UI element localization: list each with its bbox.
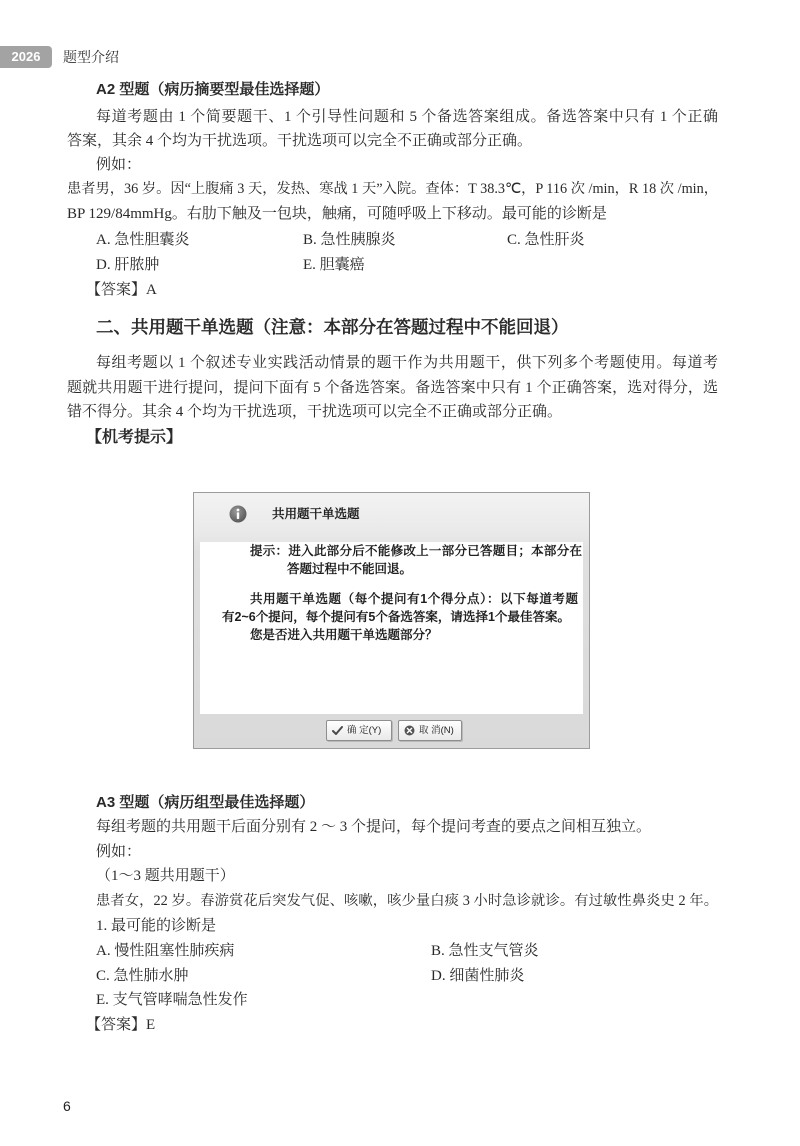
section-description-line: 每组考题以 1 个叙述专业实践活动情景的题干作为共用题干，供下列多个考题使用。每道考 — [96, 355, 718, 371]
exam-tip-label: 【机考提示】 — [86, 429, 183, 446]
dialog-message-line: 共用题干单选题（每个提问有1个得分点）：以下每道考题 — [250, 592, 578, 606]
dialog-message-line: 您是否进入共用题干单选题部分？ — [250, 628, 438, 642]
a2-example-label: 例如： — [96, 157, 142, 173]
a3-example-label: 例如： — [96, 844, 142, 860]
cancel-button-label: 取 消(N) — [419, 725, 454, 736]
a3-answer: 【答案】E — [86, 1017, 156, 1033]
confirm-dialog — [193, 492, 590, 749]
a3-option-d: D. 细菌性肺炎 — [431, 968, 525, 984]
info-icon — [229, 505, 247, 523]
ok-button[interactable] — [326, 720, 392, 741]
a3-case-stem: 患者女，22 岁。春游赏花后突发气促、咳嗽，咳少量白痰 3 小时急诊就诊。有过敏性鼻炎史 2 年。 — [96, 893, 718, 909]
a3-description: 每组考题的共用题干后面分别有 2 ～ 3 个提问，每个提问考查的要点之间相互独立。 — [96, 819, 652, 835]
a2-option-a: A. 急性胆囊炎 — [96, 232, 190, 248]
dialog-title: 共用题干单选题 — [272, 507, 360, 521]
a3-option-a: A. 慢性阻塞性肺疾病 — [96, 943, 235, 959]
a3-question: 1. 最可能的诊断是 — [96, 918, 217, 934]
dialog-message-line: 答题过程中不能回退。 — [287, 562, 413, 576]
a2-option-c: C. 急性肝炎 — [507, 232, 585, 248]
section-description-line: 错不得分。其余 4 个均为干扰选项，干扰选项可以完全不正确或部分正确。 — [67, 404, 563, 420]
a2-description-line: 答案，其余 4 个均为干扰选项。干扰选项可以完全不正确或部分正确。 — [67, 133, 533, 149]
a2-option-d: D. 肝脓肿 — [96, 257, 160, 273]
a3-option-e: E. 支气管哮喘急性发作 — [96, 992, 248, 1008]
cancel-button[interactable] — [398, 720, 462, 741]
a3-group-label: （1～3 题共用题干） — [96, 868, 235, 884]
chapter-title: 题型介绍 — [63, 49, 119, 65]
dialog-message-line: 提示：进入此部分后不能修改上一部分已答题目；本部分在 — [250, 544, 582, 558]
a2-description-line: 每道考题由 1 个简要题干、1 个引导性问题和 5 个备选答案组成。备选答案中只有 1 个正确 — [96, 109, 718, 125]
page-number: 6 — [63, 1098, 71, 1114]
check-icon — [332, 725, 343, 736]
a2-heading: A2 型题（病历摘要型最佳选择题） — [96, 81, 330, 98]
chapter-year-tab: 2026 — [0, 46, 52, 68]
a3-option-b: B. 急性支气管炎 — [431, 943, 539, 959]
ok-button-label: 确 定(Y) — [347, 725, 382, 736]
a2-option-e: E. 胆囊癌 — [303, 257, 365, 273]
a2-case-stem-line: BP 129/84mmHg。右肋下触及一包块，触痛，可随呼吸上下移动。最可能的诊断是 — [67, 206, 607, 222]
a3-heading: A3 型题（病历组型最佳选择题） — [96, 794, 315, 811]
a3-option-c: C. 急性肺水肿 — [96, 968, 189, 984]
cancel-icon — [404, 725, 415, 736]
a2-case-stem-line: 患者男，36 岁。因“上腹痛 3 天，发热、寒战 1 天”入院。查体：T 38.3℃，P 116 次 /min，R 18 次 /min， — [67, 181, 718, 197]
section-description-line: 题就共用题干进行提问，提问下面有 5 个备选答案。备选答案中只有 1 个正确答案，选对得分，选 — [67, 380, 718, 396]
a2-answer: 【答案】A — [86, 282, 157, 298]
a2-option-b: B. 急性胰腺炎 — [303, 232, 396, 248]
dialog-message-line: 有2~6个提问，每个提问有5个备选答案，请选择1个最佳答案。 — [222, 610, 570, 624]
section-heading: 二、共用题干单选题（注意：本部分在答题过程中不能回退） — [96, 317, 569, 337]
